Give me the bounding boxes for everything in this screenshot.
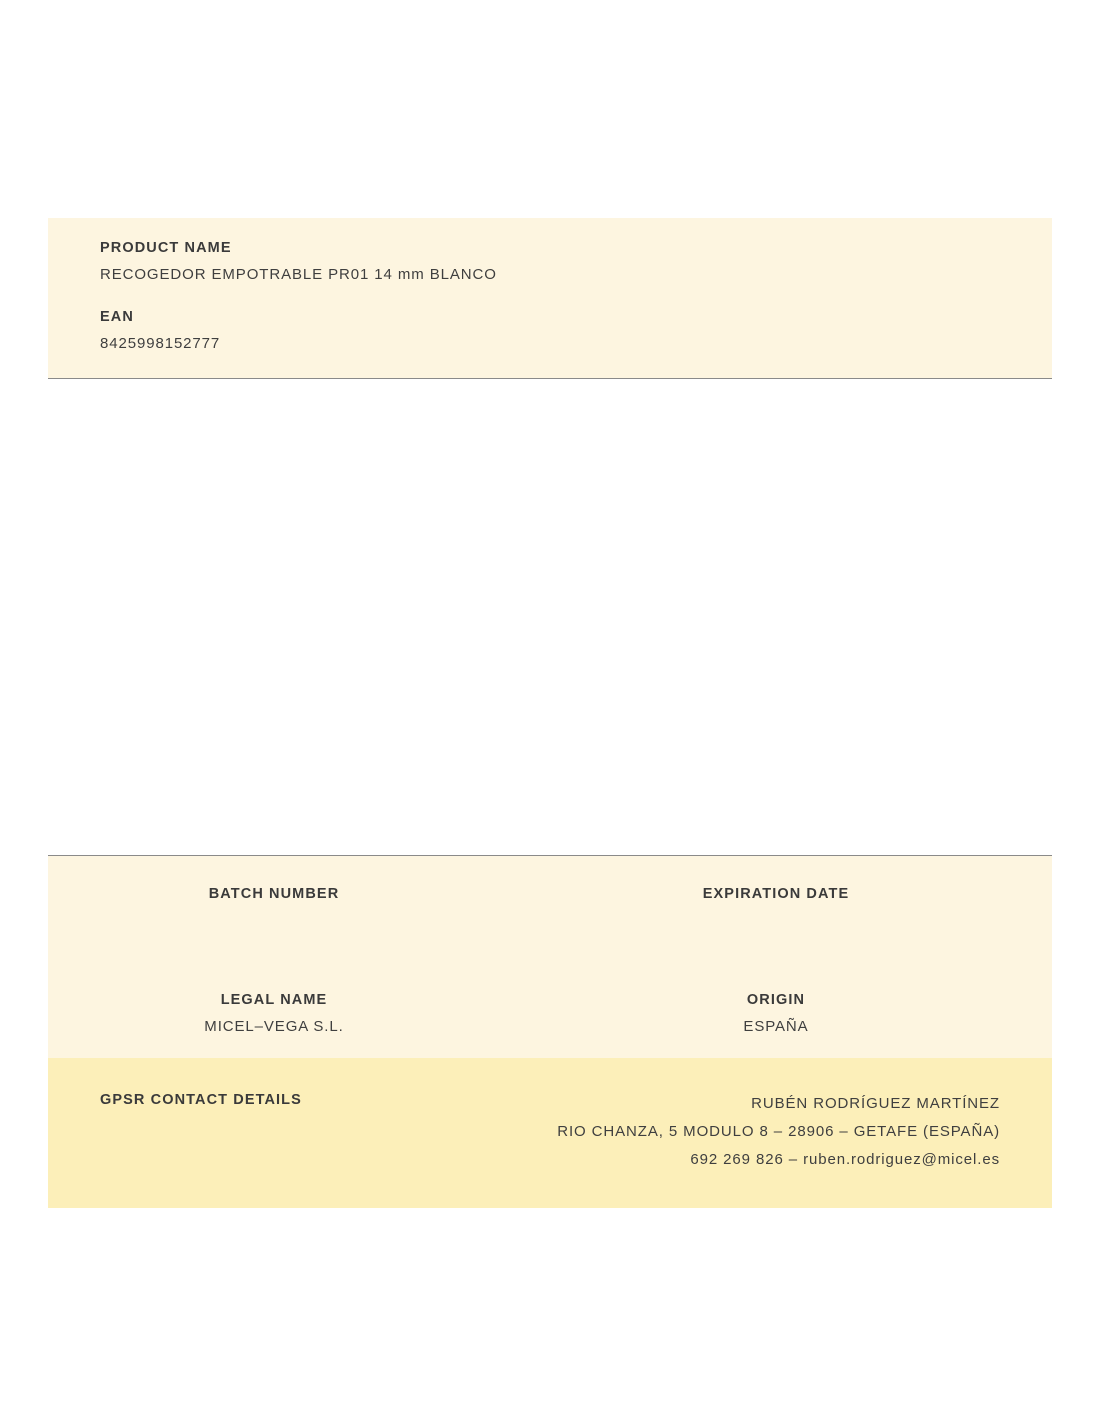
gpsr-contact-name: RUBÉN RODRÍGUEZ MARTÍNEZ bbox=[751, 1095, 1000, 1112]
origin-value: ESPAÑA bbox=[743, 1018, 809, 1035]
product-name-field bbox=[100, 240, 1000, 283]
gpsr-contact-lines bbox=[557, 1090, 1000, 1174]
product-details-panel bbox=[48, 855, 1052, 1067]
ean-value: 8425998152777 bbox=[100, 335, 221, 352]
product-info-panel bbox=[48, 218, 1052, 379]
details-row-batch bbox=[48, 886, 1052, 930]
gpsr-contact-phone-email: 692 269 826 – ruben.rodriguez@micel.es bbox=[690, 1151, 1000, 1168]
details-row-legal bbox=[48, 992, 1052, 1036]
origin-cell bbox=[550, 992, 1052, 1036]
product-name-label: PRODUCT NAME bbox=[100, 240, 232, 256]
batch-number-value bbox=[48, 912, 500, 930]
legal-name-value: MICEL–VEGA S.L. bbox=[204, 1018, 344, 1035]
gpsr-contact-panel bbox=[48, 1058, 1052, 1208]
origin-label: ORIGIN bbox=[746, 992, 806, 1008]
legal-name-cell bbox=[48, 992, 550, 1036]
expiration-date-label: EXPIRATION DATE bbox=[702, 886, 850, 902]
batch-number-label: BATCH NUMBER bbox=[208, 886, 340, 902]
ean-field bbox=[100, 309, 1000, 352]
gpsr-contact-title: GPSR CONTACT DETAILS bbox=[100, 1092, 302, 1108]
expiration-date-cell bbox=[550, 886, 1052, 930]
details-row-spacer bbox=[48, 930, 1052, 992]
ean-label: EAN bbox=[100, 309, 134, 325]
product-name-value: RECOGEDOR EMPOTRABLE PR01 14 mm BLANCO bbox=[100, 266, 497, 283]
gpsr-contact-address: RIO CHANZA, 5 MODULO 8 – 28906 – GETAFE (ESPAÑA) bbox=[557, 1123, 1000, 1140]
expiration-date-value bbox=[550, 912, 1002, 930]
legal-name-label: LEGAL NAME bbox=[220, 992, 328, 1008]
batch-number-cell bbox=[48, 886, 550, 930]
